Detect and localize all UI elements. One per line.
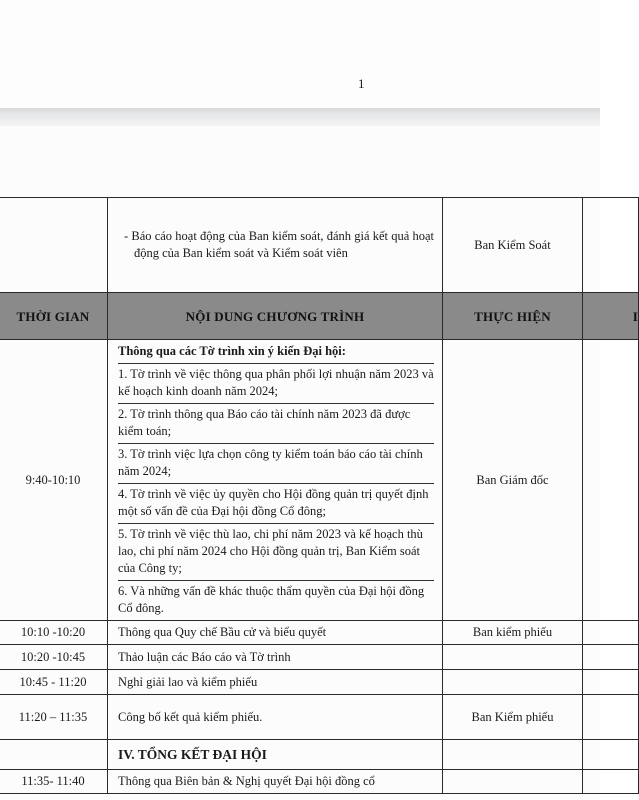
list-item: 6. Và những vấn đề khác thuộc thẩm quyền của Đại hội đồng Cổ đông.: [118, 584, 425, 615]
table-row: [0, 645, 639, 670]
section-title: IV. TỔNG KẾT ĐẠI HỘI: [108, 740, 443, 770]
header-extra: I: [583, 293, 639, 340]
time-cell: 10:45 - 11:20: [0, 670, 108, 695]
agenda-table: [0, 197, 639, 794]
time-cell: 10:10 -10:20: [0, 621, 108, 645]
list-item: 2. Tờ trình thông qua Báo cáo tài chính năm 2023 đã được kiểm toán;: [118, 404, 434, 444]
time-cell: 11:20 – 11:35: [0, 695, 108, 740]
list-item: 4. Tờ trình về việc ủy quyền cho Hội đồng quản trị quyết định một số vấn đề của Đại hội đồng Cổ đông;: [118, 484, 434, 524]
content-cell: - Báo cáo hoạt động của Ban kiểm soát, đánh giá kết quả hoạt động của Ban kiểm soát và Kiểm soát viên: [108, 198, 443, 293]
content-cell: Nghỉ giải lao và kiểm phiếu: [108, 670, 443, 695]
list-item: 5. Tờ trình về việc thù lao, chi phí năm 2023 và kế hoạch thù lao, chi phí năm 2024 cho Hội đồng quản trị, Ban Kiểm soát của Công ty;: [118, 524, 434, 581]
table-row: [0, 340, 639, 621]
extra-cell: [583, 770, 639, 794]
executor-cell: Ban Kiểm phiếu: [443, 695, 583, 740]
list-item: 1. Tờ trình về việc thông qua phân phối lợi nhuận năm 2023 và kế hoạch kinh doanh năm 2024;: [118, 364, 434, 404]
header-executor: THỰC HIỆN: [443, 293, 583, 340]
content-cell: [108, 340, 443, 621]
extra-cell: [583, 695, 639, 740]
executor-cell: [443, 670, 583, 695]
table-row: [0, 770, 639, 794]
content-cell: Thông qua Quy chế Bầu cử và biểu quyết: [108, 621, 443, 645]
executor-cell: Ban Giám đốc: [443, 340, 583, 621]
executor-cell: [443, 645, 583, 670]
time-cell: [0, 198, 108, 293]
executor-cell: [443, 770, 583, 794]
extra-cell: [583, 740, 639, 770]
table-row: [0, 198, 639, 293]
page-separator: [0, 108, 600, 126]
table-row: [0, 621, 639, 645]
header-row: [0, 293, 639, 340]
extra-cell: [583, 645, 639, 670]
content-cell: Công bố kết quả kiểm phiếu.: [108, 695, 443, 740]
approval-title: Thông qua các Tờ trình xin ý kiến Đại hội:: [118, 340, 434, 364]
time-cell: 10:20 -10:45: [0, 645, 108, 670]
page-top: [0, 0, 600, 108]
executor-cell: Ban kiểm phiếu: [443, 621, 583, 645]
executor-cell: [443, 740, 583, 770]
executor-cell: Ban Kiểm Soát: [443, 198, 583, 293]
extra-cell: [583, 670, 639, 695]
time-cell: [0, 740, 108, 770]
content-cell: Thông qua Biên bản & Nghị quyết Đại hội đồng cổ: [108, 770, 443, 794]
header-time: THỜI GIAN: [0, 293, 108, 340]
time-cell: 11:35- 11:40: [0, 770, 108, 794]
content-cell: Thảo luận các Báo cáo và Tờ trình: [108, 645, 443, 670]
page-number: 1: [358, 76, 365, 91]
table-row: [0, 670, 639, 695]
extra-cell: [583, 198, 639, 293]
header-content: NỘI DUNG CHƯƠNG TRÌNH: [108, 293, 443, 340]
extra-cell: [583, 621, 639, 645]
list-item: 3. Tờ trình việc lựa chọn công ty kiểm toán báo cáo tài chính năm 2024;: [118, 444, 434, 484]
section-row: [0, 740, 639, 770]
table-row: [0, 695, 639, 740]
time-cell: 9:40-10:10: [0, 340, 108, 621]
extra-cell: [583, 340, 639, 621]
